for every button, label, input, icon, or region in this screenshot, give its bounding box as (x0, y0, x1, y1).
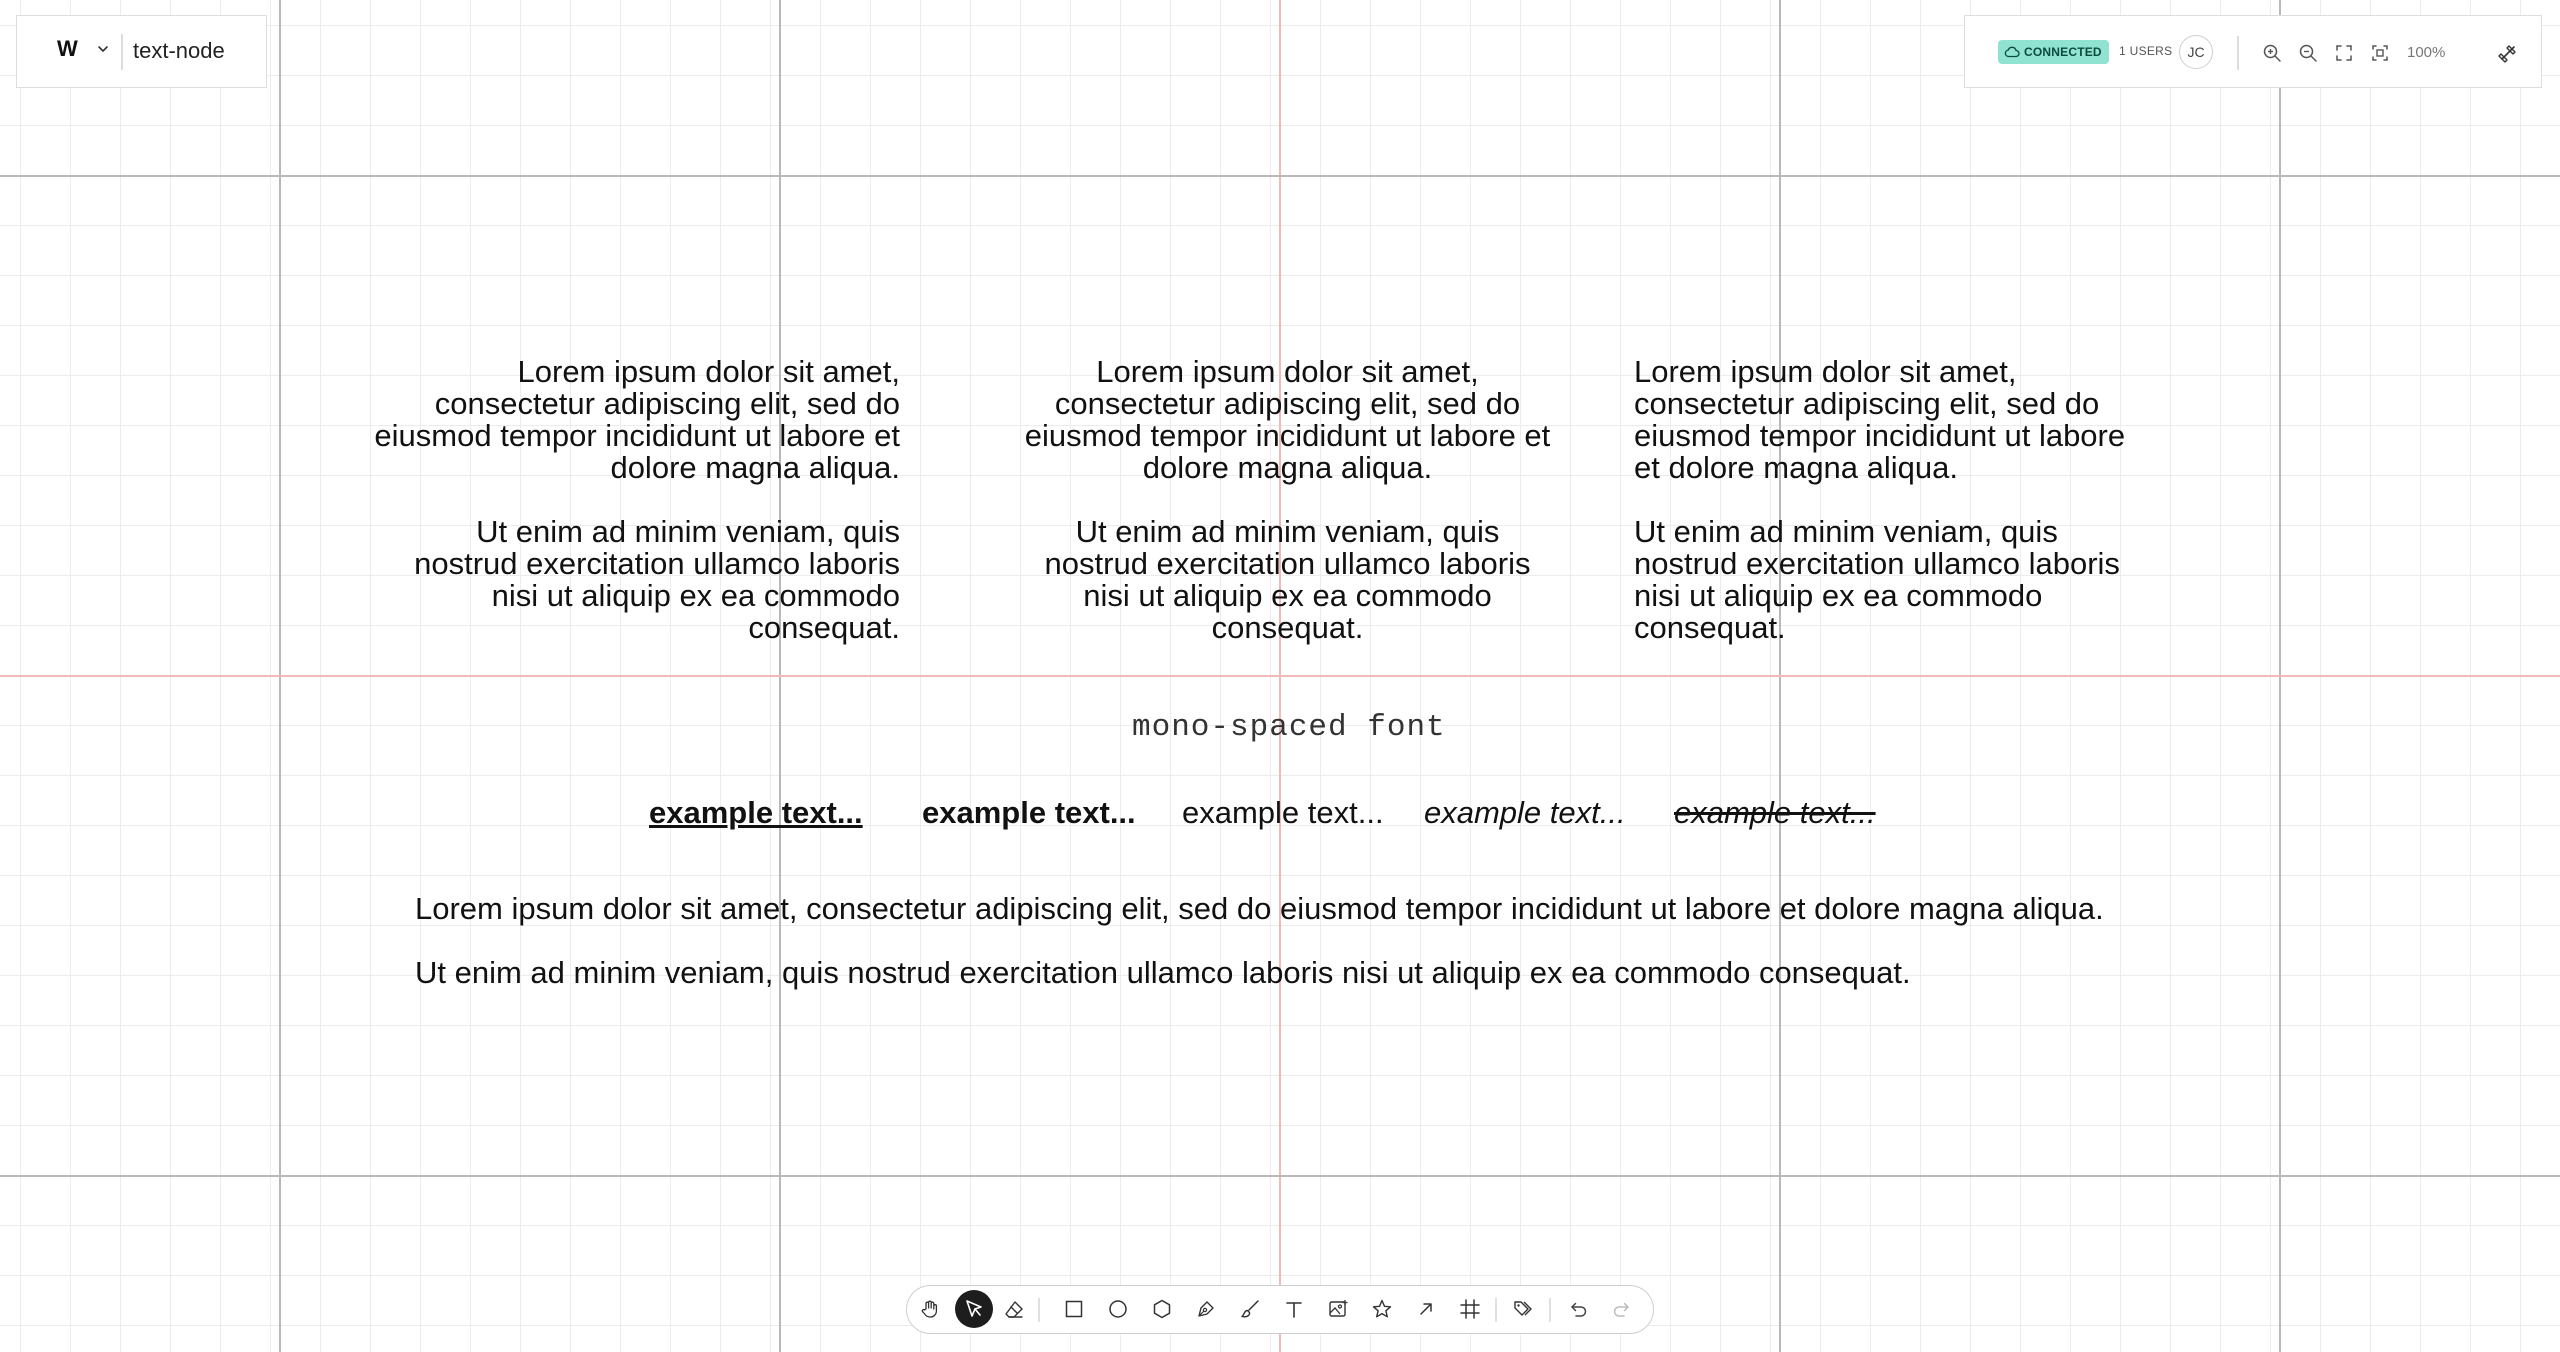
toolbar-divider (1495, 1298, 1497, 1322)
avatar[interactable]: JC (2179, 35, 2213, 69)
hand-icon (919, 1298, 941, 1320)
divider (2237, 36, 2239, 70)
zoom-out-icon[interactable] (2297, 42, 2319, 64)
users-count: 1 USERS (2119, 44, 2173, 58)
text-node-center-aligned[interactable] (1020, 356, 1555, 676)
ellipse-tool-button[interactable] (1107, 1298, 1129, 1320)
arrow-tool-button[interactable] (1415, 1298, 1437, 1320)
hand-tool-button[interactable] (919, 1298, 941, 1320)
text-node-full-width[interactable]: Ut enim ad minim veniam, quis nostrud exercitation ullamco laboris nisi ut aliquip ex ea commodo consequat. (415, 955, 1911, 990)
toolbar-divider (1549, 1298, 1551, 1322)
fullscreen-icon[interactable] (2333, 42, 2355, 64)
paragraph: Lorem ipsum dolor sit amet, consectetur adipiscing elit, sed do eiusmod tempor incididunt ut labore et dolore magna aliqua. (1634, 354, 2126, 485)
app-logo[interactable]: W (57, 36, 78, 61)
frame-tool-button[interactable] (1459, 1298, 1481, 1320)
image-tool-button[interactable] (1327, 1298, 1349, 1320)
star-icon (1371, 1298, 1393, 1320)
chevron-down-icon[interactable] (96, 42, 110, 56)
connection-status: CONNECTED (2024, 45, 2102, 59)
text-node-regular[interactable]: example text... (1182, 795, 1384, 830)
cloud-icon (2004, 46, 2020, 58)
hexagon-icon (1151, 1298, 1173, 1320)
grid-line-major (0, 175, 2560, 177)
tools-icon[interactable] (2497, 42, 2519, 64)
text-node-strikethrough[interactable]: example text... (1674, 795, 1876, 830)
text-node-full-width[interactable]: Lorem ipsum dolor sit amet, consectetur adipiscing elit, sed do eiusmod tempor incididunt ut labore et dolore magna aliqua. (415, 891, 2104, 926)
eraser-icon (1003, 1298, 1025, 1320)
rectangle-tool-button[interactable] (1063, 1298, 1085, 1320)
paragraph: Lorem ipsum dolor sit amet, consectetur adipiscing elit, sed do eiusmod tempor incididunt ut labore et dolore magna aliqua. (374, 354, 900, 485)
polygon-tool-button[interactable] (1151, 1298, 1173, 1320)
text-node-left-aligned[interactable] (1634, 356, 2154, 676)
document-panel (16, 15, 267, 88)
toolbar-divider (1038, 1298, 1040, 1322)
status-panel (1964, 15, 2542, 88)
text-node-right-aligned[interactable] (370, 356, 900, 676)
text-icon (1283, 1298, 1305, 1320)
document-name[interactable]: text-node (133, 38, 225, 63)
pen-icon (1195, 1298, 1217, 1320)
paragraph: Ut enim ad minim veniam, quis nostrud exercitation ullamco laboris nisi ut aliquip ex ea commodo consequat. (1044, 514, 1531, 645)
paragraph: Ut enim ad minim veniam, quis nostrud exercitation ullamco laboris nisi ut aliquip ex ea commodo consequat. (1634, 514, 2120, 645)
bottom-toolbar (906, 1285, 1654, 1334)
text-node-monospace[interactable]: mono-spaced font (1132, 710, 1446, 745)
brush-tool-button[interactable] (1239, 1298, 1261, 1320)
star-tool-button[interactable] (1371, 1298, 1393, 1320)
rectangle-icon (1063, 1298, 1085, 1320)
paragraph: Ut enim ad minim veniam, quis nostrud exercitation ullamco laboris nisi ut aliquip ex ea commodo consequat. (414, 514, 900, 645)
pen-tool-button[interactable] (1195, 1298, 1217, 1320)
text-node-italic[interactable]: example text... (1424, 795, 1626, 830)
eraser-tool-button[interactable] (1003, 1298, 1025, 1320)
ellipse-icon (1107, 1298, 1129, 1320)
fit-to-screen-icon[interactable] (2369, 42, 2391, 64)
paragraph: Lorem ipsum dolor sit amet, consectetur adipiscing elit, sed do eiusmod tempor incididunt ut labore et dolore magna aliqua. (1024, 354, 1551, 485)
divider (121, 34, 123, 70)
zoom-level[interactable]: 100% (2407, 44, 2446, 61)
frame-icon (1459, 1298, 1481, 1320)
image-icon (1327, 1298, 1349, 1320)
tag-tool-button[interactable] (1513, 1298, 1535, 1320)
grid-line-major (0, 1175, 2560, 1177)
brush-icon (1239, 1298, 1261, 1320)
connection-badge (1998, 40, 2109, 64)
tag-icon (1513, 1298, 1535, 1320)
cursor-icon (955, 1290, 993, 1328)
text-node-bold-underline[interactable]: example text... (649, 795, 863, 830)
text-tool-button[interactable] (1283, 1298, 1305, 1320)
undo-button[interactable] (1567, 1298, 1589, 1320)
select-tool-button[interactable] (955, 1290, 993, 1328)
text-node-bold[interactable]: example text... (922, 795, 1136, 830)
arrow-icon (1415, 1298, 1437, 1320)
redo-button[interactable] (1611, 1298, 1633, 1320)
zoom-in-icon[interactable] (2261, 42, 2283, 64)
redo-icon (1611, 1298, 1633, 1320)
undo-icon (1567, 1298, 1589, 1320)
